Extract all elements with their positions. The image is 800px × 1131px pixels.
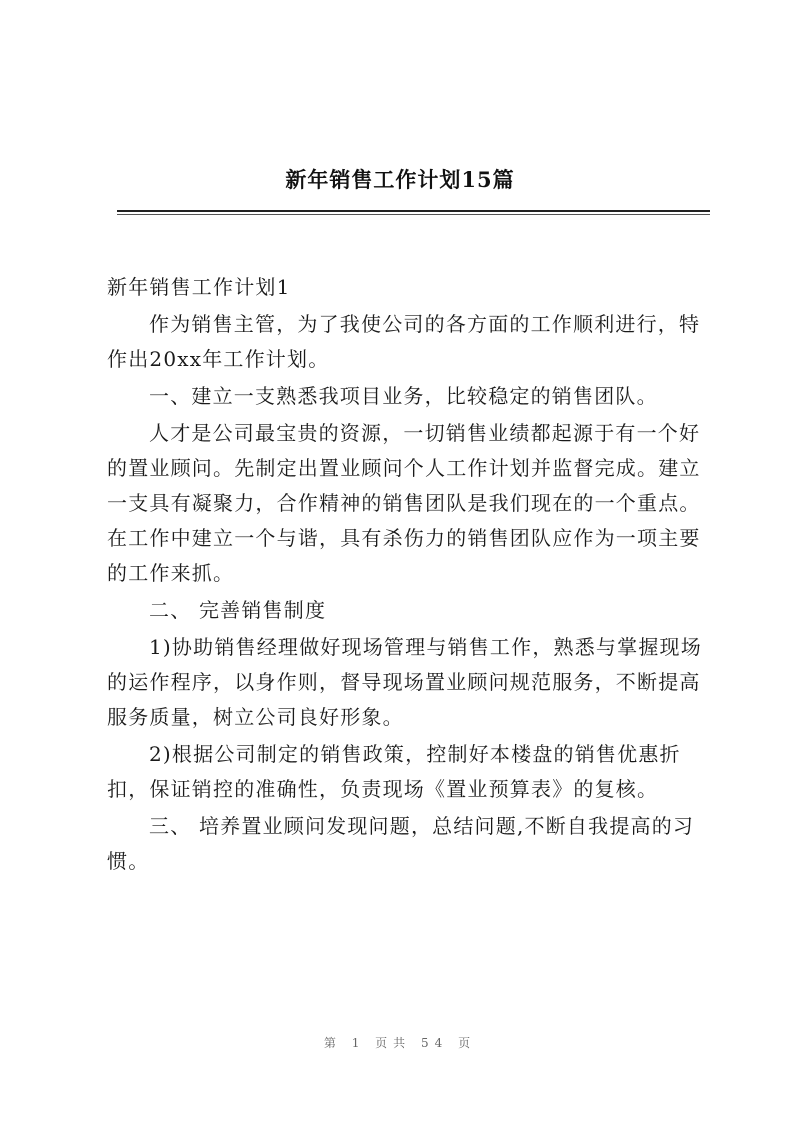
paragraph-point-2: 二、 完善销售制度 xyxy=(149,598,327,622)
title-divider-thin xyxy=(117,214,710,215)
paragraph-talent: 人才是公司最宝贵的资源，一切销售业绩都起源于有一个好的置业顾问。先制定出置业顾问个人工作计划并监督完成。建立一支具有凝聚力，合作精神的销售团队是我们现在的一个重点。在工作中建立一个与谐，具有杀伤力的销售团队应作为一项主要的工作来抓。 xyxy=(107,421,701,585)
document-body xyxy=(107,270,710,881)
section-heading: 新年销售工作计划1 xyxy=(107,275,291,299)
paragraph-intro: 作为销售主管，为了我使公司的各方面的工作顺利进行，特作出20xx年工作计划。 xyxy=(107,312,701,371)
paragraph-point-3: 三、 培养置业顾问发现问题，总结问题,不断自我提高的习惯。 xyxy=(107,814,695,873)
paragraph-item-2: 2)根据公司制定的销售政策，控制好本楼盘的销售优惠折扣，保证销控的准确性，负责现场《置业预算表》的复核。 xyxy=(107,742,681,801)
document-title: 新年销售工作计划15篇 xyxy=(285,167,515,192)
title-divider xyxy=(117,210,710,212)
paragraph-point-1: 一、建立一支熟悉我项目业务，比较稳定的销售团队。 xyxy=(149,384,658,408)
paragraph-item-1: 1)协助销售经理做好现场管理与销售工作，熟悉与掌握现场的运作程序，以身作则，督导现场置业顾问规范服务，不断提高服务质量，树立公司良好形象。 xyxy=(107,635,702,729)
page-footer: 第 1 页共 54 页 xyxy=(323,1036,477,1050)
